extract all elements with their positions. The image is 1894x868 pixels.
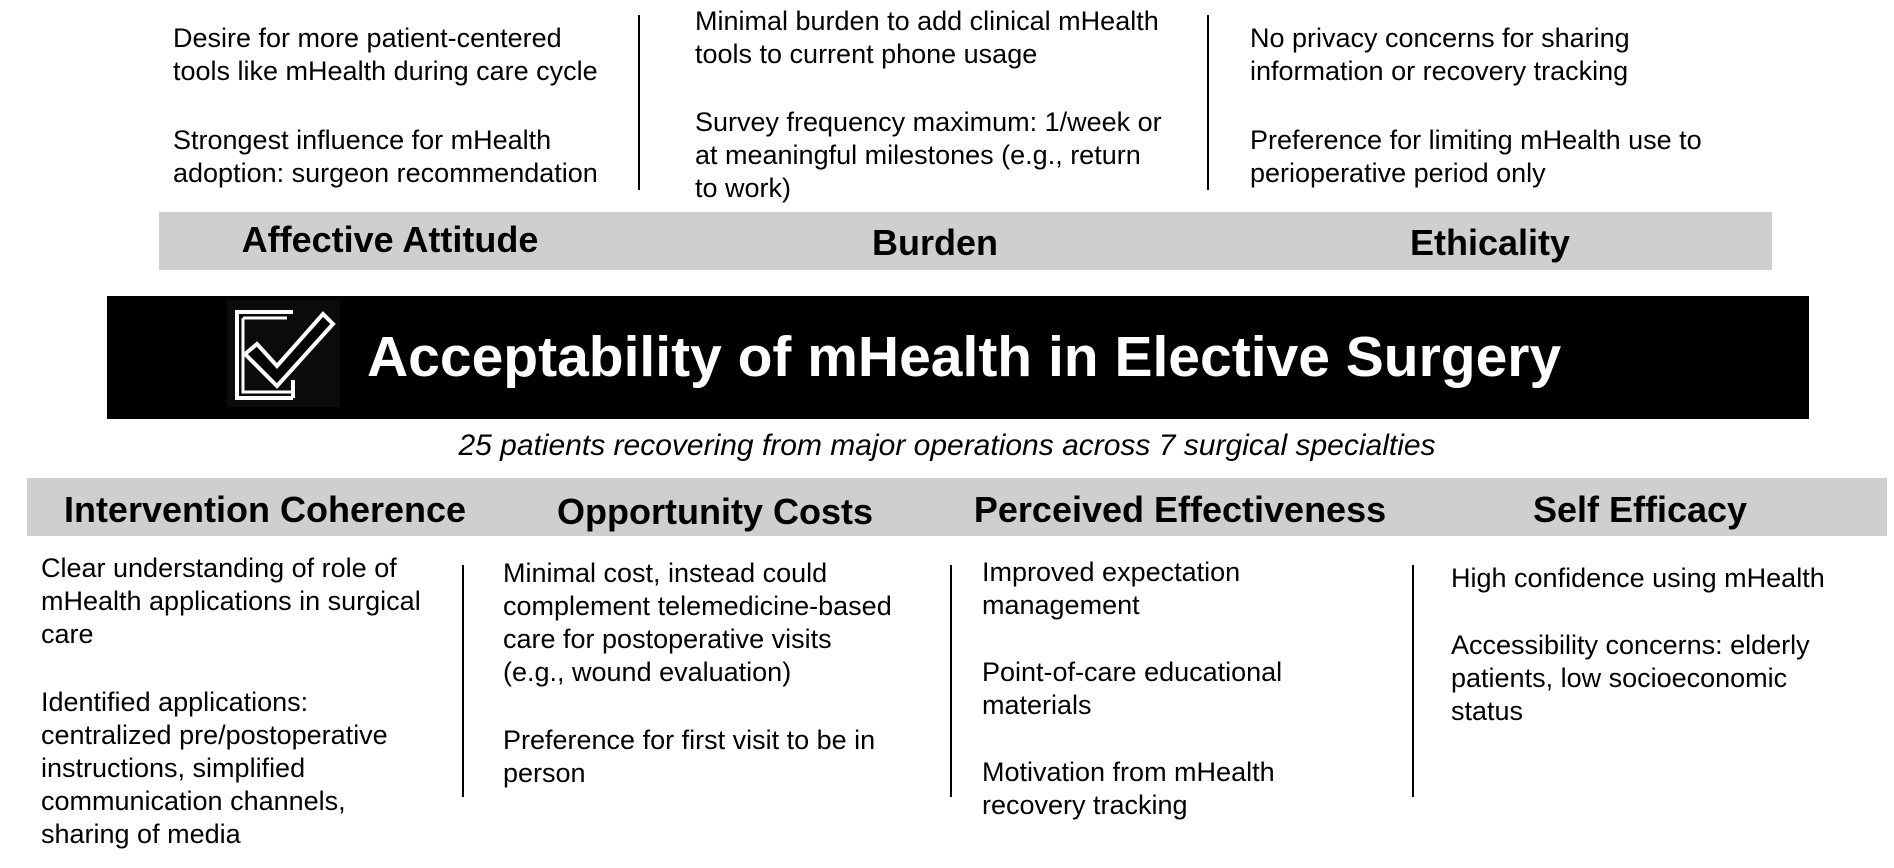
affective-attitude-point-2: Strongest influence for mHealth adoption: surgeon recommendation [173,125,598,188]
perceived-effectiveness-column [982,556,1422,822]
affective-attitude-column [173,22,633,190]
perceived-effectiveness-point-3: Motivation from mHealth recovery tracking [982,757,1275,820]
ethicality-point-1: No privacy concerns for sharing information or recovery tracking [1250,23,1630,86]
burden-label: Burden [872,222,998,263]
divider-bottom-3 [1412,565,1414,797]
perceived-effectiveness-label: Perceived Effectiveness [973,489,1387,530]
burden-point-1: Minimal burden to add clinical mHealth tools to current phone usage [695,6,1159,69]
intervention-coherence-label: Intervention Coherence [63,489,467,530]
checkbox-check-icon [227,300,340,407]
main-title: Acceptability of mHealth in Elective Surgery [367,325,1562,389]
self-efficacy-label: Self Efficacy [1532,489,1748,530]
title-bar [107,296,1809,419]
burden-column [695,5,1215,205]
ethicality-column [1250,22,1810,190]
divider-top-1 [638,15,640,190]
self-efficacy-point-1: High confidence using mHealth [1451,563,1825,593]
opportunity-costs-column [503,557,943,790]
burden-point-2: Survey frequency maximum: 1/week or at meaningful milestones (e.g., return to work) [695,107,1162,203]
ethicality-point-2: Preference for limiting mHealth use to perioperative period only [1250,125,1702,188]
subtitle: 25 patients recovering from major operations across 7 surgical specialties [458,429,1436,462]
opportunity-costs-label: Opportunity Costs [557,491,873,532]
self-efficacy-column [1451,562,1891,728]
perceived-effectiveness-point-1: Improved expectation management [982,557,1241,620]
affective-attitude-point-1: Desire for more patient-centered tools like mHealth during care cycle [173,23,598,86]
intervention-coherence-point-2: Identified applications: centralized pre/postoperative instructions, simplified communication channels, sharing of media [41,687,388,849]
perceived-effectiveness-point-2: Point-of-care educational materials [982,657,1283,720]
intervention-coherence-column [41,552,461,851]
divider-bottom-2 [950,565,952,797]
self-efficacy-point-2: Accessibility concerns: elderly patients, low socioeconomic status [1451,630,1810,726]
opportunity-costs-point-2: Preference for first visit to be in person [503,725,876,788]
opportunity-costs-point-1: Minimal cost, instead could complement telemedicine-based care for postoperative visits (e.g., wound evaluation) [503,558,892,687]
ethicality-label: Ethicality [1409,222,1571,263]
divider-bottom-1 [462,565,464,797]
divider-top-2 [1207,15,1209,190]
affective-attitude-label: Affective Attitude [241,219,539,260]
intervention-coherence-point-1: Clear understanding of role of mHealth applications in surgical care [41,553,421,649]
